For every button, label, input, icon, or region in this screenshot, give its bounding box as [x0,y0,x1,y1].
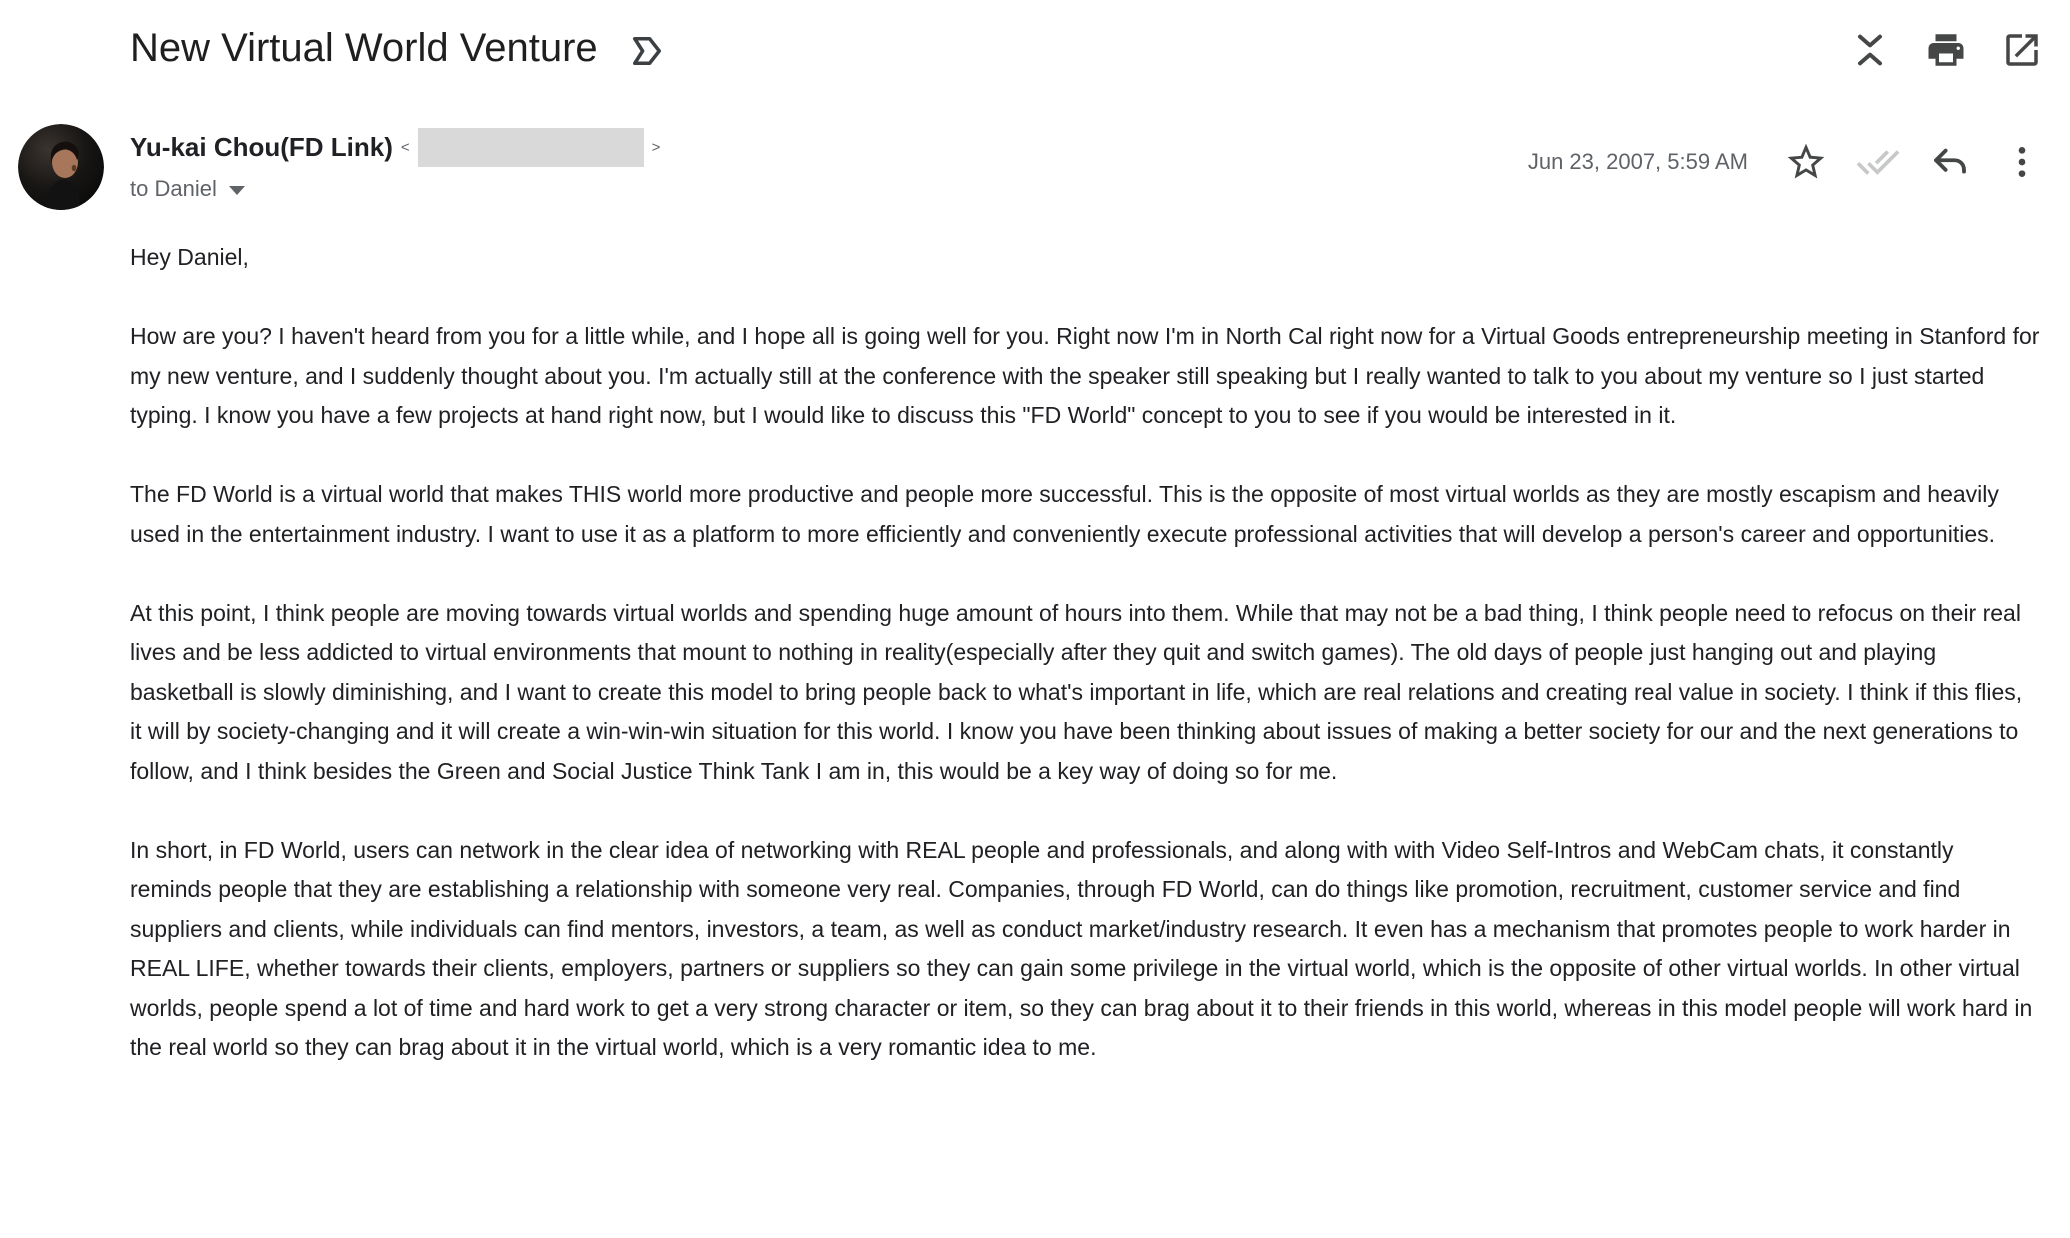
body-paragraph-2: The FD World is a virtual world that makes THIS world more productive and people more successful. This is the opposite of most virtual worlds as they are mostly escapism and heavily used in the entertainment industry. I want to use it as a platform to more efficiently and conveniently execute professional activities that will develop a person's career and opportunities. [130,481,1999,547]
redacted-email-address [418,128,644,167]
message-date: Jun 23, 2007, 5:59 AM [1527,149,1748,174]
double-check-icon [1854,138,1902,186]
body-paragraph-1: How are you? I haven't heard from you for a little while, and I hope all is going well for you. Right now I'm in North Cal right now for a Virtual Goods entrepreneurship meeting in Stanford for my new venture, and I suddenly thought about you. I'm actually still at the conference with the speaker still speaking but I really wanted to talk to you about my venture so I just started typing. I know you have a few projects at hand right now, but I would like to discuss this "FD World" concept to you to see if you would be interested in it. [130,323,2040,428]
recipient-label: to Daniel [130,176,217,201]
email-subject: New Virtual World Venture [130,26,598,70]
reply-icon[interactable] [1926,138,1974,186]
email-bracket-open: < [400,139,410,156]
print-icon[interactable] [1922,26,1970,74]
star-icon[interactable] [1782,138,1830,186]
greeting-text: Hey Daniel, [130,244,249,270]
more-vert-icon[interactable] [1998,138,2046,186]
sender-name[interactable]: Yu-kai Chou(FD Link) [130,132,393,162]
email-body [0,238,2070,1068]
chevron-down-icon [229,186,245,195]
body-paragraph-4: In short, in FD World, users can network in the clear idea of networking with REAL people and professionals, and along with with Video Self-Intros and WebCam chats, it constantly reminds people that they are establishing a relationship with someone very real. Companies, through FD World, can do things like promotion, recruitment, customer service and find suppliers and clients, while individuals can find mentors, investors, a team, as well as conduct market/industry research. It even has a mechanism that promotes people to work harder in REAL LIFE, whether towards their clients, employers, partners or suppliers so they can gain some privilege in the virtual world, which is the opposite of other virtual worlds. In other virtual worlds, people spend a lot of time and hard work to get a very strong character or item, so they can brag about it to their friends in this world, whereas in this model people will work hard in the real world so they can brag about it in the virtual world, which is a very romantic idea to me. [130,836,2033,1060]
body-paragraph-3: At this point, I think people are moving towards virtual worlds and spending huge amount of hours into them. While that may not be a bad thing, I think people need to refocus on their real lives and be less addicted to virtual environments that mount to nothing in reality(especially after they quit and switch games). The old days of people just hanging out and playing basketball is slowly diminishing, and I want to create this model to bring people back to what's important in life, which are real relations and creating real value in society. I think if this flies, it will by society-changing and it will create a win-win-win situation for this world. I know you have been thinking about issues of making a better society for our and the next generations to follow, and I think besides the Green and Social Justice Think Tank I am in, this would be a key way of doing so for me. [130,599,2023,784]
email-header [0,0,2070,76]
label-tag-icon [626,30,668,72]
collapse-expand-icon[interactable] [1846,26,1894,74]
recipient-details-toggle[interactable] [130,176,245,202]
email-bracket-close: > [651,139,661,156]
sender-avatar[interactable] [18,124,104,210]
open-in-new-icon[interactable] [1998,26,2046,74]
message-meta-row [0,124,2070,210]
